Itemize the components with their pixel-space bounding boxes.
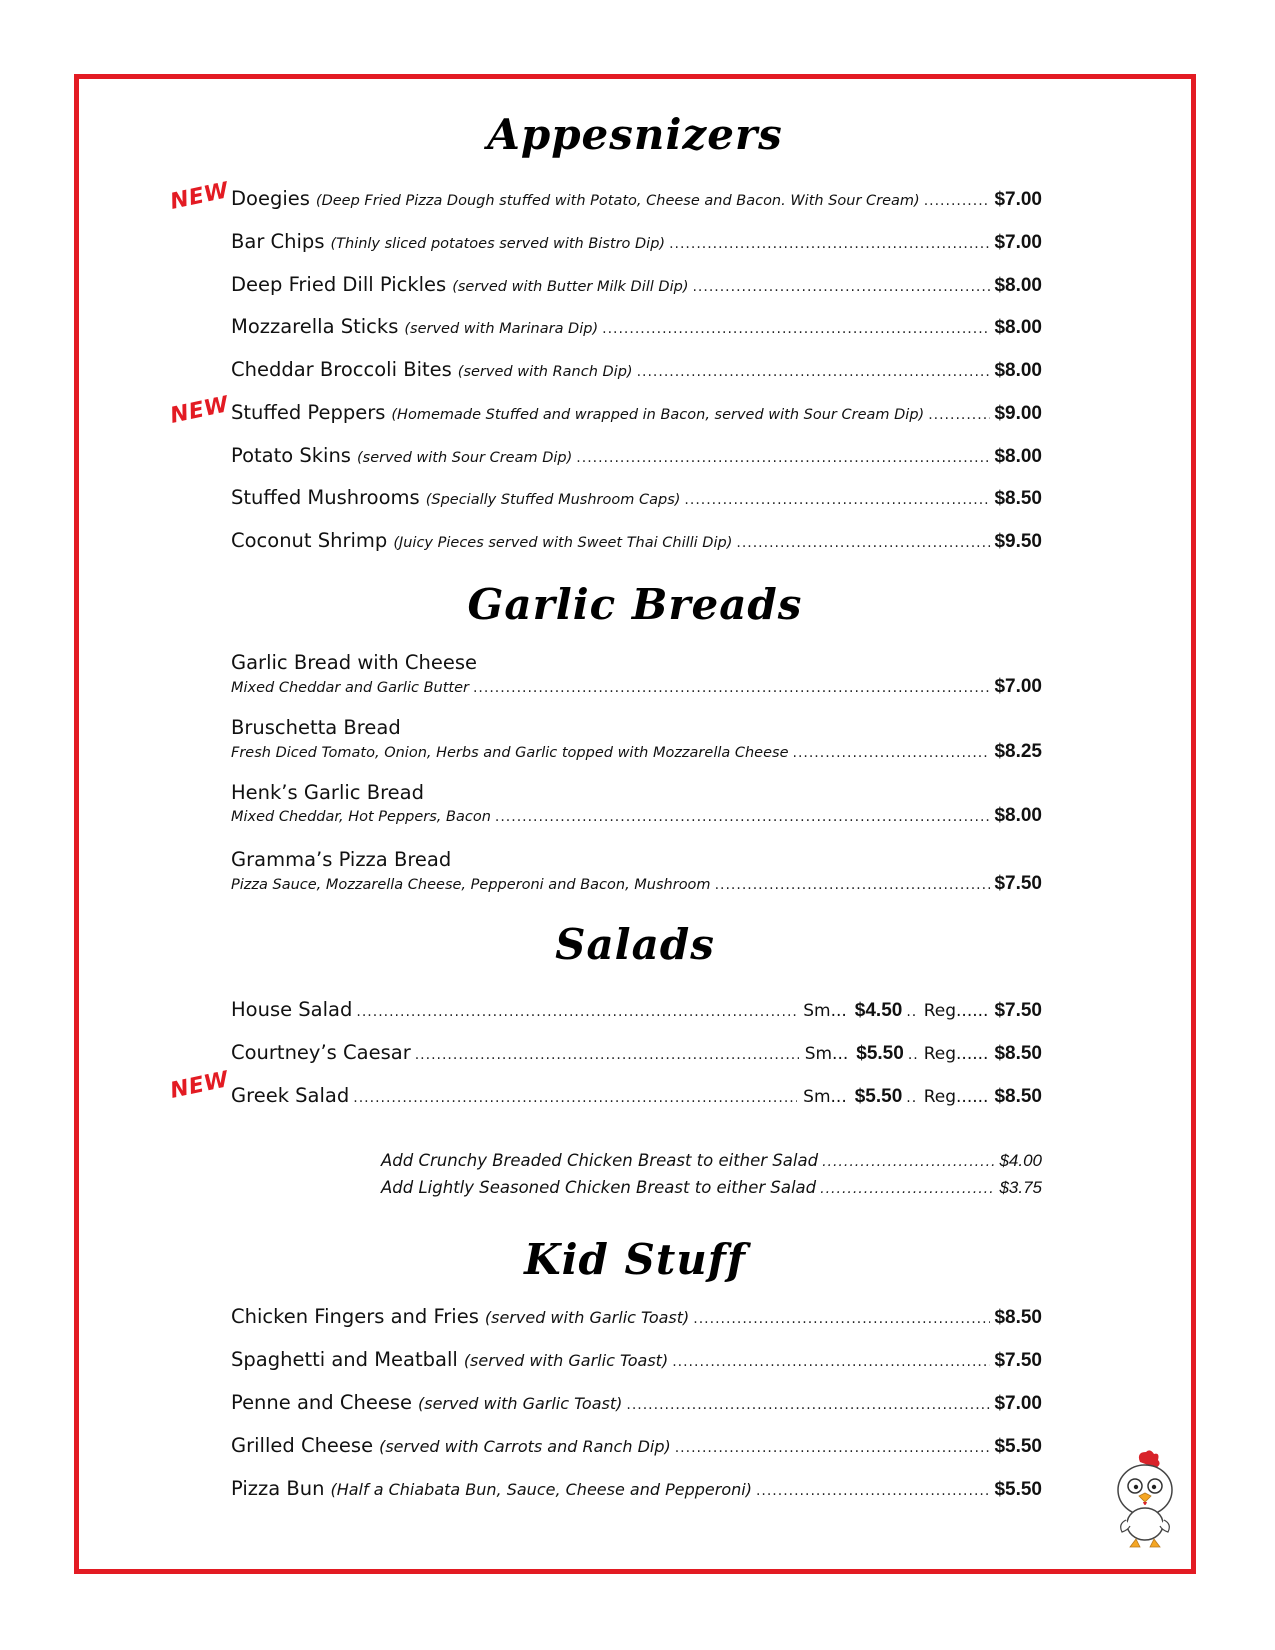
item-name: Greek Salad bbox=[231, 1084, 350, 1107]
salad-addon bbox=[381, 1178, 1042, 1198]
new-badge: NEW bbox=[168, 392, 232, 429]
menu-item bbox=[231, 1477, 1042, 1503]
dot-leader bbox=[736, 531, 990, 555]
item-price: $7.00 bbox=[994, 189, 1042, 210]
salad-item bbox=[231, 998, 1042, 1022]
size-label: Sm... bbox=[804, 1044, 849, 1064]
dot-leader bbox=[715, 877, 991, 893]
size-label: Reg...... bbox=[923, 1044, 989, 1064]
size-label: Sm... bbox=[803, 1001, 847, 1021]
menu-item bbox=[231, 230, 1042, 256]
item-price: $9.00 bbox=[994, 403, 1042, 424]
new-badge: NEW bbox=[168, 1067, 232, 1104]
new-badge: NEW bbox=[168, 178, 232, 215]
menu-item bbox=[231, 1348, 1042, 1374]
item-name: Doegies bbox=[231, 187, 310, 210]
dot-leader bbox=[756, 1479, 991, 1503]
item-price: $7.50 bbox=[994, 1350, 1042, 1371]
item-price: $5.50 bbox=[994, 1479, 1042, 1500]
item-desc: Mixed Cheddar and Garlic Butter bbox=[231, 680, 469, 696]
salad-item bbox=[231, 1041, 1042, 1065]
menu-item bbox=[231, 187, 1042, 213]
item-desc: Pizza Sauce, Mozzarella Cheese, Pepperoni and Bacon, Mushroom bbox=[231, 877, 711, 893]
item-desc: (Thinly sliced potatoes served with Bistro Dip) bbox=[330, 236, 666, 252]
item-name: Potato Skins bbox=[231, 444, 351, 467]
item-desc: (served with Garlic Toast) bbox=[484, 1308, 690, 1327]
dot-leader bbox=[473, 680, 990, 696]
dot-leader bbox=[576, 446, 990, 470]
item-name: Mozzarella Sticks bbox=[231, 315, 399, 338]
item-price: $7.00 bbox=[994, 676, 1042, 697]
item-name: Pizza Bun bbox=[231, 1477, 325, 1500]
dot-leader bbox=[793, 745, 991, 761]
size-label: Reg...... bbox=[923, 1001, 989, 1021]
dot-leader bbox=[924, 189, 991, 213]
item-price: $7.00 bbox=[994, 232, 1042, 253]
addon-price: $3.75 bbox=[999, 1178, 1042, 1197]
item-name: Coconut Shrimp bbox=[231, 529, 388, 552]
size-label: Sm... bbox=[803, 1087, 847, 1107]
addon-text: Add Crunchy Breaded Chicken Breast to either Salad bbox=[381, 1151, 819, 1170]
item-name: Gramma’s Pizza Bread bbox=[231, 848, 452, 871]
item-name: Stuffed Peppers bbox=[231, 401, 386, 424]
item-desc: (served with Ranch Dip) bbox=[457, 364, 633, 380]
dot-leader bbox=[602, 317, 990, 341]
salads-title: Salads bbox=[555, 920, 715, 969]
menu-item bbox=[231, 805, 1042, 827]
reg-price: $8.50 bbox=[994, 1086, 1042, 1107]
garlic-breads-title: Garlic Breads bbox=[467, 580, 803, 629]
menu-item bbox=[231, 486, 1042, 512]
addon-price: $4.00 bbox=[999, 1151, 1042, 1170]
item-name: Garlic Bread with Cheese bbox=[231, 651, 478, 674]
item-name: Grilled Cheese bbox=[231, 1434, 374, 1457]
addon-text: Add Lightly Seasoned Chicken Breast to either Salad bbox=[381, 1178, 817, 1197]
item-desc: (served with Carrots and Ranch Dip) bbox=[379, 1437, 671, 1456]
item-name: Deep Fried Dill Pickles bbox=[231, 273, 447, 296]
item-desc: (Half a Chiabata Bun, Sauce, Cheese and Pepperoni) bbox=[330, 1480, 752, 1499]
reg-price: $7.50 bbox=[994, 1000, 1042, 1021]
dot-leader bbox=[684, 488, 990, 512]
item-desc: (served with Marinara Dip) bbox=[404, 321, 599, 337]
size-label: Reg...... bbox=[923, 1087, 989, 1107]
item-price: $7.50 bbox=[994, 873, 1042, 894]
item-price: $5.50 bbox=[994, 1436, 1042, 1457]
dot-leader bbox=[353, 1090, 797, 1106]
item-desc: (Homemade Stuffed and wrapped in Bacon, served with Sour Cream Dip) bbox=[391, 407, 925, 423]
item-desc: Mixed Cheddar, Hot Peppers, Bacon bbox=[231, 809, 491, 825]
kid-stuff-title: Kid Stuff bbox=[524, 1235, 746, 1284]
item-price: $9.50 bbox=[994, 531, 1042, 552]
item-desc: (served with Sour Cream Dip) bbox=[356, 450, 573, 466]
item-name: Cheddar Broccoli Bites bbox=[231, 358, 452, 381]
item-price: $7.00 bbox=[994, 1393, 1042, 1414]
dot-leader bbox=[626, 1393, 990, 1417]
item-desc: Fresh Diced Tomato, Onion, Herbs and Garlic topped with Mozzarella Cheese bbox=[231, 745, 789, 761]
sm-price: $5.50 bbox=[856, 1043, 904, 1064]
item-name: Stuffed Mushrooms bbox=[231, 486, 420, 509]
dot-leader bbox=[669, 232, 990, 256]
menu-item bbox=[231, 1434, 1042, 1460]
dot-leader bbox=[820, 1181, 995, 1197]
item-price: $8.50 bbox=[994, 1307, 1042, 1328]
salad-addon bbox=[381, 1151, 1042, 1171]
item-name: Henk’s Garlic Bread bbox=[231, 781, 424, 804]
item-name: Penne and Cheese bbox=[231, 1391, 412, 1414]
item-desc: (Juicy Pieces served with Sweet Thai Chilli Dip) bbox=[393, 535, 733, 551]
menu-item bbox=[231, 401, 1042, 427]
sm-price: $4.50 bbox=[854, 1000, 903, 1021]
menu-item bbox=[231, 315, 1042, 341]
item-price: $8.50 bbox=[994, 488, 1042, 509]
menu-item bbox=[231, 1391, 1042, 1417]
item-desc: (Specially Stuffed Mushroom Caps) bbox=[425, 492, 681, 508]
dot-leader bbox=[637, 360, 991, 384]
menu-item bbox=[231, 273, 1042, 299]
dot-leader bbox=[692, 275, 990, 299]
menu-item bbox=[231, 358, 1042, 384]
item-desc: (Deep Fried Pizza Dough stuffed with Potato, Cheese and Bacon. With Sour Cream) bbox=[315, 193, 920, 209]
menu-item bbox=[231, 873, 1042, 895]
item-price: $8.00 bbox=[994, 446, 1042, 467]
dot-leader bbox=[495, 809, 991, 825]
dot-leader bbox=[356, 1004, 797, 1020]
menu-item bbox=[231, 1305, 1042, 1331]
chicken-icon bbox=[1112, 1450, 1178, 1550]
item-name: Spaghetti and Meatball bbox=[231, 1348, 458, 1371]
item-name: Chicken Fingers and Fries bbox=[231, 1305, 479, 1328]
item-price: $8.25 bbox=[994, 741, 1042, 762]
item-desc: (served with Garlic Toast) bbox=[417, 1394, 623, 1413]
item-desc: (served with Butter Milk Dill Dip) bbox=[452, 279, 689, 295]
salad-item bbox=[231, 1084, 1042, 1108]
sm-price: $5.50 bbox=[854, 1086, 903, 1107]
item-price: $8.00 bbox=[994, 805, 1042, 826]
menu-item bbox=[231, 529, 1042, 555]
item-name: House Salad bbox=[231, 998, 353, 1021]
appetizers-title: Appesnizers bbox=[487, 110, 783, 159]
item-price: $8.00 bbox=[994, 317, 1042, 338]
dot-leader bbox=[906, 1090, 917, 1106]
dot-leader bbox=[906, 1004, 917, 1020]
dot-leader bbox=[415, 1047, 799, 1063]
reg-price: $8.50 bbox=[994, 1043, 1042, 1064]
dot-leader bbox=[822, 1154, 995, 1170]
dot-leader bbox=[672, 1350, 990, 1374]
dot-leader bbox=[928, 403, 990, 427]
item-desc: (served with Garlic Toast) bbox=[463, 1351, 669, 1370]
item-name: Bruschetta Bread bbox=[231, 716, 401, 739]
dot-leader bbox=[675, 1436, 991, 1460]
item-price: $8.00 bbox=[994, 360, 1042, 381]
item-name: Courtney’s Caesar bbox=[231, 1041, 411, 1064]
dot-leader bbox=[908, 1047, 918, 1063]
item-price: $8.00 bbox=[994, 275, 1042, 296]
menu-item bbox=[231, 741, 1042, 763]
menu-item bbox=[231, 444, 1042, 470]
dot-leader bbox=[693, 1307, 990, 1331]
menu-item bbox=[231, 676, 1042, 698]
item-name: Bar Chips bbox=[231, 230, 325, 253]
